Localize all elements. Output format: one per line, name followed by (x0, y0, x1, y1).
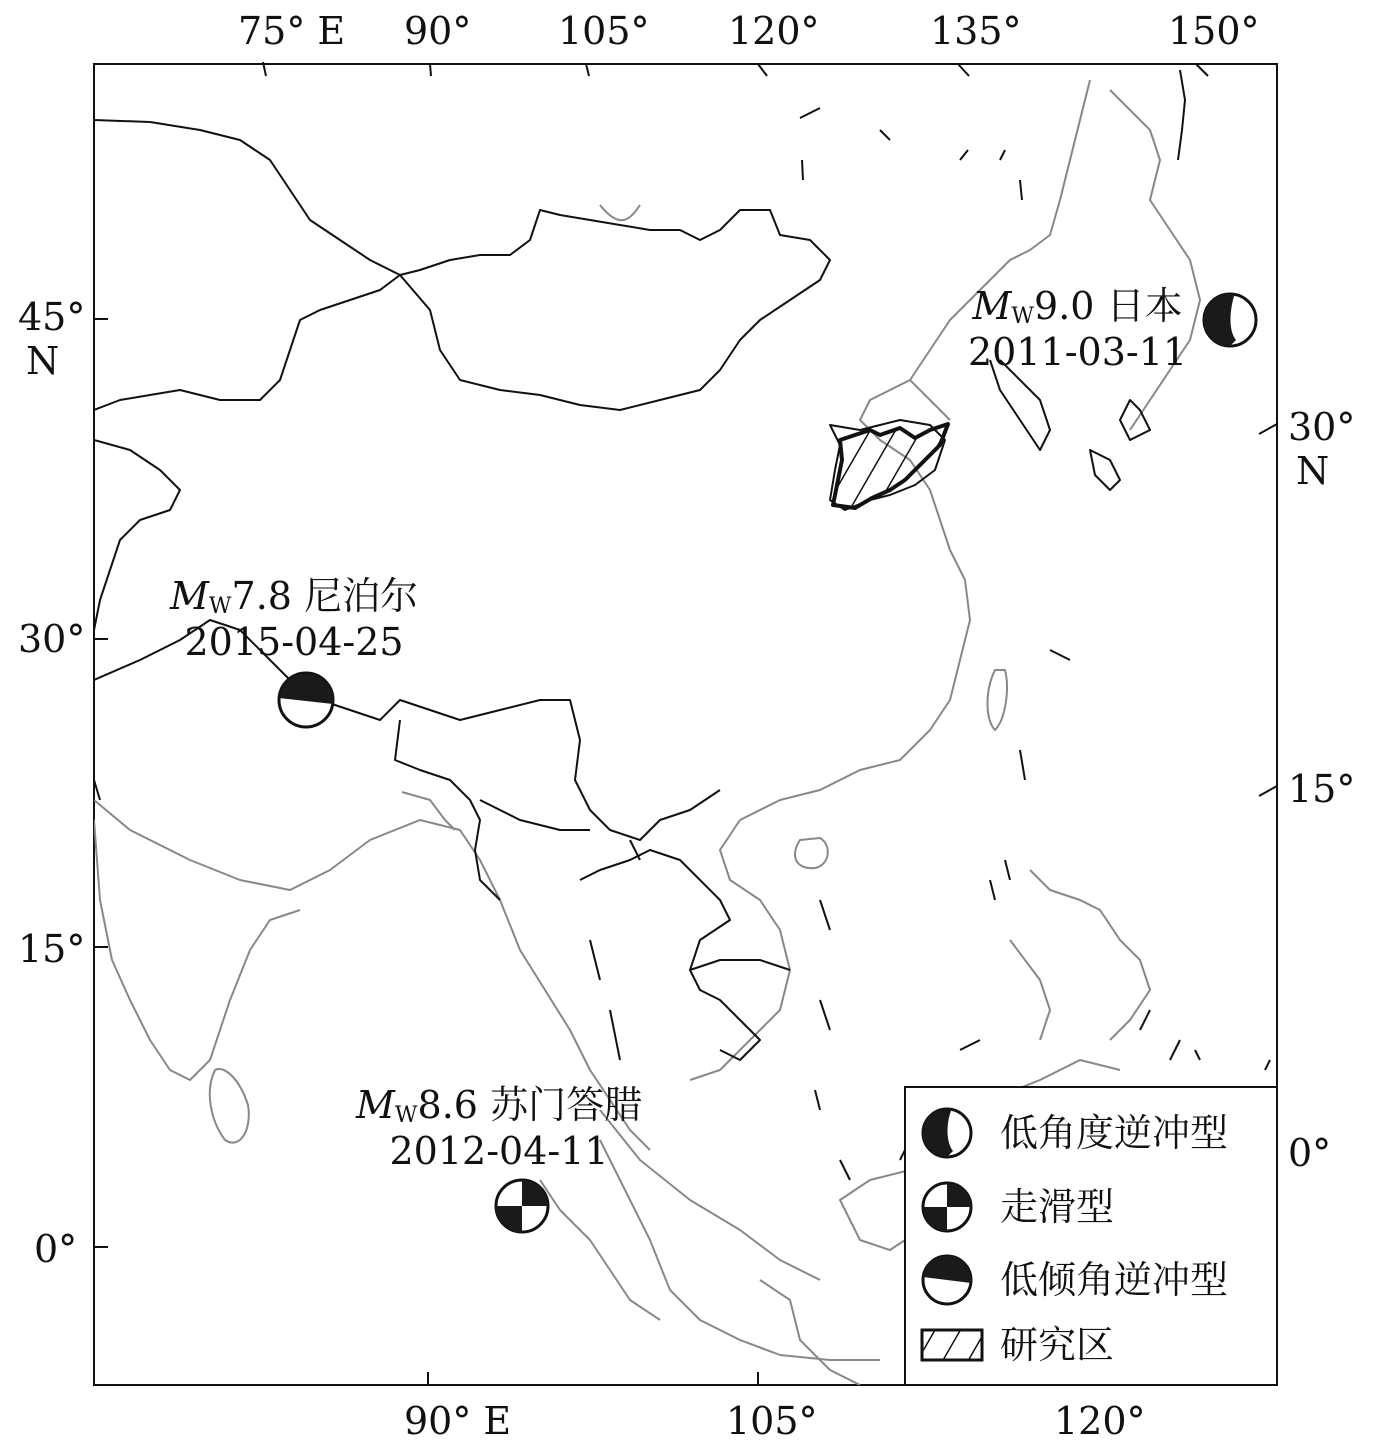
country-borders (94, 70, 1188, 1060)
japan-beachball-icon (1204, 294, 1256, 346)
right-axis-label: 15° (1288, 767, 1356, 811)
legend-strike-slip-icon (923, 1183, 971, 1231)
top-axis-label: 150° (1168, 9, 1260, 53)
sumatra-beachball-icon (496, 1180, 548, 1232)
magnitude-line: $M_W8.6$ 苏门答腊 (356, 1083, 643, 1128)
bottom-axis-label: 120° (1054, 1399, 1146, 1443)
right-axis-label: 30° (1288, 405, 1356, 449)
top-axis-label: 105° (558, 9, 650, 53)
right-axis-label: 0° (1288, 1131, 1332, 1175)
left-axis-hemisphere: N (26, 339, 60, 383)
bottom-axis-label: 90° E (404, 1399, 512, 1443)
nepal-earthquake-label (170, 574, 418, 666)
legend-label-strike-slip: 走滑型 (1000, 1185, 1115, 1229)
japan-earthquake-label (968, 284, 1187, 376)
left-axis-label: 45° (18, 295, 86, 339)
top-axis-label: 75° E (238, 9, 346, 53)
legend-label-low-angle-thrust: 低角度逆冲型 (1000, 1111, 1229, 1155)
bottom-axis-label: 105° (726, 1399, 818, 1443)
left-axis-label: 0° (34, 1227, 78, 1271)
top-axis-label: 90° (404, 9, 472, 53)
legend-label-low-dip-thrust: 低倾角逆冲型 (1000, 1258, 1229, 1302)
top-axis-label: 135° (930, 9, 1022, 53)
sumatra-earthquake-label (356, 1083, 642, 1175)
event-date: 2012-04-11 (389, 1129, 609, 1174)
legend-low-angle-thrust-icon (923, 1109, 971, 1157)
event-date: 2011-03-11 (968, 330, 1188, 375)
legend-low-dip-thrust-icon (923, 1256, 971, 1304)
magnitude-line: $M_W7.8$ 尼泊尔 (170, 574, 419, 619)
nepal-beachball-icon (279, 673, 333, 727)
top-axis-label: 120° (728, 9, 820, 53)
plate-boundaries (590, 108, 1270, 1180)
legend-label-study-area: 研究区 (1000, 1323, 1115, 1367)
legend-hatched-area-icon (922, 1330, 982, 1360)
right-axis-hemisphere: N (1296, 449, 1330, 493)
magnitude-line: $M_W9.0$ 日本 (972, 284, 1183, 329)
event-date: 2015-04-25 (184, 620, 404, 665)
left-axis-label: 15° (18, 927, 86, 971)
left-axis-label: 30° (18, 617, 86, 661)
